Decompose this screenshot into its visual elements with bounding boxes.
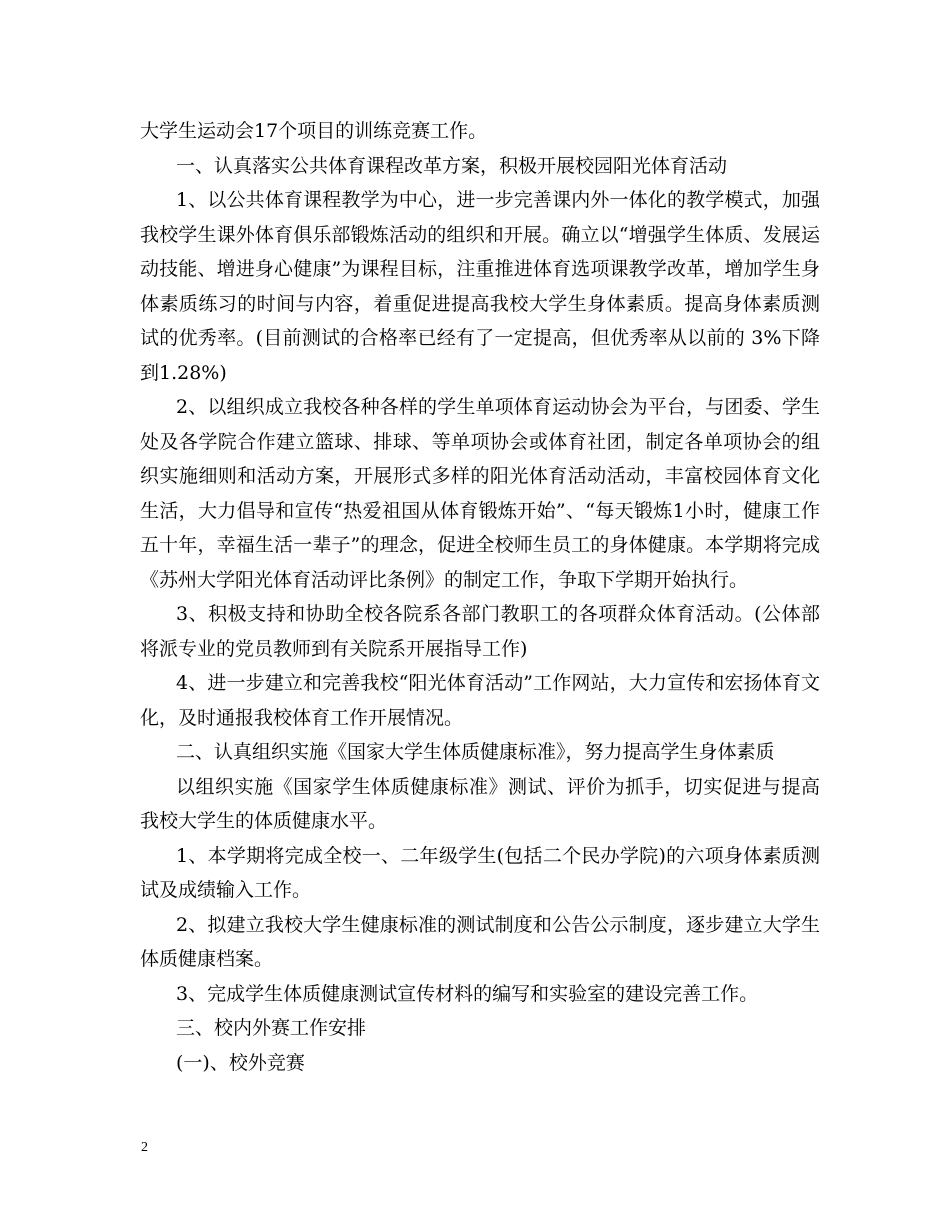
paragraph-item-1-4: 4、进一步建立和完善我校“阳光体育活动”工作网站，大力宣传和宏扬体育文化，及时通报我校体育工作开展情况。 <box>140 672 820 729</box>
page-number: 2 <box>141 1140 148 1155</box>
section-heading-3: 三、校内外赛工作安排 <box>176 1017 367 1039</box>
section-heading-1: 一、认真落实公共体育课程改革方案，积极开展校园阳光体育活动 <box>176 154 728 177</box>
paragraph-1: 大学生运动会17个项目的训练竞赛工作。 <box>140 120 488 142</box>
paragraph-item-2-1: 1、本学期将完成全校一、二年级学生(包括二个民办学院)的六项身体素质测试及成绩输入工作。 <box>140 844 820 901</box>
subsection-heading-3-1: (一)、校外竞赛 <box>176 1051 305 1074</box>
paragraph-item-1-2: 2、以组织成立我校各种各样的学生单项体育运动协会为平台，与团委、学生处及各学院合作建立篮球、排球、等单项协会或体育社团，制定各单项协会的组织实施细则和活动方案，开展形式多样的阳光体育活动活动，丰富校园体育文化生活，大力倡导和宣传“热爱祖国从体育锻炼开始”、“每天锻炼1小时，健康工作五十年，幸福生活一辈子”的理念，促进全校师生员工的身体健康。本学期将完成《苏州大学阳光体育活动评比条例》的制定工作，争取下学期开始执行。 <box>140 396 820 591</box>
paragraph-item-2-2: 2、拟建立我校大学生健康标准的测试制度和公告公示制度，逐步建立大学生体质健康档案。 <box>140 913 820 970</box>
document-body <box>140 114 820 1080</box>
paragraph-section-2-intro: 以组织实施《国家学生体质健康标准》测试、评价为抓手，切实促进与提高我校大学生的体质健康水平。 <box>140 775 820 832</box>
paragraph-item-2-3: 3、完成学生体质健康测试宣传材料的编写和实验室的建设完善工作。 <box>176 982 759 1005</box>
section-heading-2: 二、认真组织实施《国家大学生体质健康标准》，努力提高学生身体素质 <box>176 741 775 763</box>
paragraph-item-1-3: 3、积极支持和协助全校各院系各部门教职工的各项群众体育活动。(公体部将派专业的党员教师到有关院系开展指导工作) <box>140 603 820 660</box>
paragraph-item-1-1: 1、以公共体育课程教学为中心，进一步完善课内外一体化的教学模式，加强我校学生课外体育俱乐部锻炼活动的组织和开展。确立以“增强学生体质、发展运动技能、增进身心健康”为课程目标，注重推进体育选项课教学改革，增加学生身体素质练习的时间与内容，着重促进提高我校大学生身体素质。提高身体素质测试的优秀率。(目前测试的合格率已经有了一定提高，但优秀率从以前的 3%下降到1.28%) <box>140 189 820 384</box>
